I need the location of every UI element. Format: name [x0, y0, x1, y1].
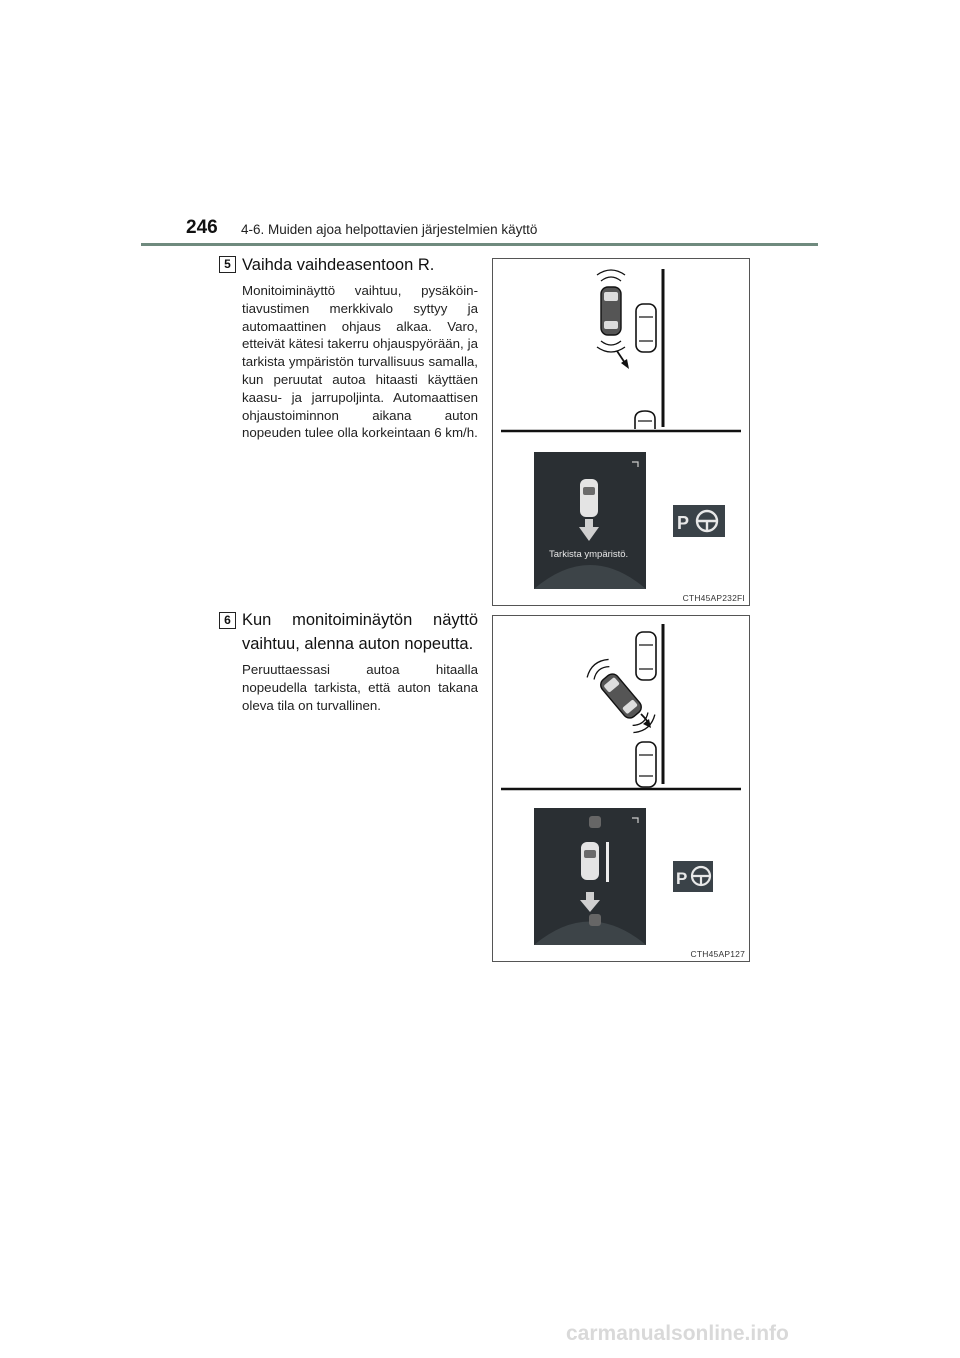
- step-6-number: 6: [219, 612, 236, 629]
- step-6-heading: Kun monitoiminäytön näyttö vaihtuu, alenna auton nopeutta.: [242, 611, 478, 653]
- figure-code-step-6: CTH45AP127: [690, 949, 745, 959]
- figure-step-5: [492, 258, 750, 606]
- step-5-number: 5: [219, 256, 236, 273]
- parked-car-rear-icon: [636, 742, 656, 787]
- svg-text:P: P: [676, 869, 688, 888]
- parking-diagram-step-6: [493, 616, 750, 962]
- parking-assist-indicator-icon: [673, 861, 713, 892]
- section-title: 4-6. Muiden ajoa helpottavien järjestelmien käyttö: [241, 222, 538, 237]
- figure-code-step-5: CTH45AP232FI: [682, 593, 745, 603]
- screen-caption: Tarkista ympäristö.: [549, 549, 629, 560]
- step-6-body: Peruuttaessasi autoa hitaalla nopeudella tarkista, että auton takana oleva tila on turvallinen.: [242, 662, 478, 713]
- multi-info-display: [534, 452, 646, 589]
- svg-text:P: P: [677, 513, 690, 533]
- figure-step-6: [492, 615, 750, 962]
- step-5-body: Monitoiminäyttö vaihtuu, pysäköintiavustimen merkkivalo syttyy ja automaattinen ohjaus alkaa. Varo, etteivät kätesi takerru ohjauspyörään, ja tarkista ympäristön turvallisuus samalla, kun peruutat autoa hitaasti käyttäen kaasu- ja jarrupoljinta. Automaattisen ohjaustoiminnon aikana auton nopeuden tulee olla korkeintaan 6 km/h.: [242, 283, 478, 441]
- motion-arrow-icon: [641, 714, 651, 728]
- parking-assist-indicator-icon: [673, 505, 725, 537]
- parked-car-icon: [636, 304, 656, 352]
- parked-car-rear-icon: [635, 411, 655, 429]
- header-rule: [141, 243, 818, 246]
- watermark: carmanualsonline.info: [566, 1322, 789, 1345]
- motion-arrow-icon: [617, 351, 629, 369]
- page-number: 246: [186, 217, 218, 238]
- step-5-heading: Vaihda vaihdeasentoon R.: [242, 256, 435, 274]
- parked-car-front-icon: [636, 632, 656, 680]
- own-car-icon: [597, 270, 625, 352]
- multi-info-display: [534, 808, 646, 945]
